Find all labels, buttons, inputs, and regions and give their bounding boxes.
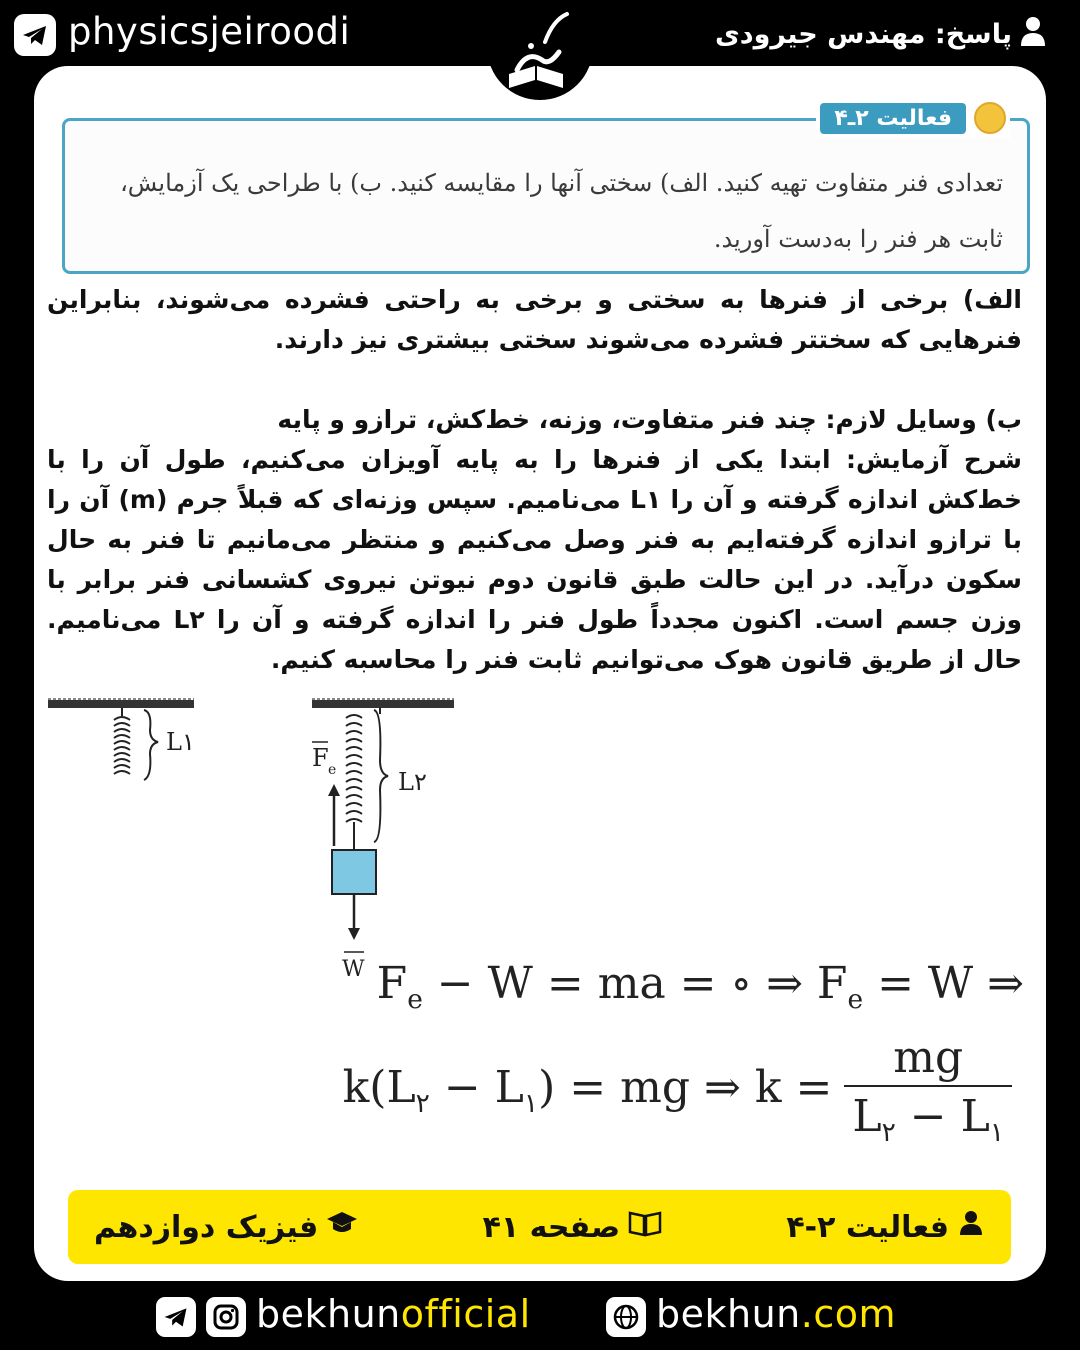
activity-label: فعالیت ۲ـ۴	[820, 103, 966, 134]
social-handle-main: bekhun	[256, 1292, 401, 1336]
website-link[interactable]	[656, 1292, 896, 1336]
eq1-fe: F	[376, 958, 408, 1009]
footer-bar	[68, 1190, 1011, 1264]
mass-block	[332, 850, 376, 894]
label-w: W	[342, 957, 365, 982]
eq2-den-sub-1: ۱	[989, 1116, 1004, 1148]
answer-part-a: الف) برخی از فنرها به سختی و برخی به راحتی فشرده می‌شوند، بنابراین فنرهایی که سختتر فشرده می‌شوند سختی بیشتری نیز دارند.	[47, 285, 1022, 354]
telegram-icon[interactable]	[156, 1297, 196, 1337]
label-fe-sub: e	[328, 762, 337, 778]
footer-course	[94, 1209, 358, 1245]
eq2-fraction	[844, 1032, 1012, 1148]
answer-text	[47, 280, 1022, 680]
author-line	[715, 16, 1046, 53]
activity-tab	[816, 98, 1010, 138]
user-icon	[1020, 16, 1046, 53]
eq2-sub-1: ۱	[523, 1087, 539, 1119]
fe-arrowhead	[328, 784, 340, 796]
social-handle-accent: official	[400, 1292, 531, 1336]
telegram-icon[interactable]	[14, 14, 56, 56]
eq1-fe2: F	[816, 958, 848, 1009]
activity-line-1: تعدادی فنر متفاوت تهیه کنید. الف) سختی آنها را مقایسه کنید. ب) با طراحی یک آزمایش،	[120, 169, 1003, 197]
eq2-mid: − L	[429, 1061, 524, 1113]
eq1-fe-sub: e	[407, 983, 423, 1015]
label-fe: F	[312, 744, 329, 772]
eq1-fe2-sub: e	[847, 983, 864, 1015]
book-icon	[628, 1209, 662, 1245]
answer-part-b-tools: ب) وسایل لازم: چند فنر متفاوت، وزنه، خط‌کش، ترازو و پایه	[277, 405, 1022, 434]
equation-1	[377, 958, 1024, 1015]
logo-mark-icon	[487, 0, 593, 100]
w-arrowhead	[348, 928, 360, 940]
spring-2	[312, 699, 454, 982]
graduation-cap-icon	[326, 1209, 358, 1245]
spring-diagram	[34, 690, 454, 990]
equation-2	[343, 1032, 1012, 1148]
activity-line-2: ثابت هر فنر را به‌دست آورید.	[713, 225, 1003, 253]
eq2-numerator: mg	[893, 1032, 964, 1083]
footer-activity	[786, 1209, 985, 1245]
footer-course-text: فیزیک دوازدهم	[94, 1209, 319, 1245]
footer-page	[483, 1209, 662, 1245]
eq1-middle: − W = ma = ∘ ⇒	[422, 958, 817, 1009]
instagram-icon[interactable]	[206, 1297, 246, 1337]
eq1-end: = W ⇒	[863, 958, 1024, 1009]
globe-icon[interactable]	[606, 1297, 646, 1337]
teacher-icon	[957, 1209, 985, 1245]
website-accent: .com	[800, 1292, 897, 1336]
eq2-sub-2: ۲	[415, 1087, 430, 1119]
eq2-den-mid: − L	[895, 1091, 990, 1142]
author-text: پاسخ: مهندس جیرودی	[715, 19, 1012, 50]
eq2-denominator	[844, 1085, 1012, 1148]
eq2-den-sub-2: ۲	[881, 1116, 896, 1148]
bekhun-logo	[487, 0, 593, 100]
website-main: bekhun	[656, 1292, 801, 1336]
answer-part-b-method: شرح آزمایش: ابتدا یکی از فنرها را به پایه آویزان می‌کنیم، طول آن را با خط‌کش اندازه گرفته و آن را L۱ می‌نامیم. سپس وزنه‌ای که قبلاً جرم (m) آن را با ترازو اندازه گرفته‌ایم به فنر وصل می‌کنیم و منتظر می‌مانیم تا فنر به حال سکون درآید. در این حالت طبق قانون دوم نیوتن نیروی کشسانی فنر برابر با وزن جسم است. اکنون مجدداً طول فنر را اندازه گرفته و آن را L۲ می‌نامیم. حال از طریق قانون هوک می‌توانیم ثابت فنر را محاسبه کنیم.	[47, 445, 1023, 674]
content-card	[34, 66, 1046, 1281]
label-l2: L۲	[398, 768, 427, 796]
footer-page-text: صفحه ۴۱	[482, 1209, 621, 1245]
activity-dot-icon	[974, 102, 1006, 134]
footer-activity-text: فعالیت ۲-۴	[786, 1209, 949, 1245]
activity-box	[62, 118, 1030, 274]
eq2-right: ) = mg ⇒ k =	[538, 1061, 833, 1113]
eq2-den-l: L	[852, 1091, 882, 1142]
bottom-bar	[0, 1286, 1080, 1350]
spring-1	[48, 699, 195, 780]
eq2-left: k(L	[342, 1061, 416, 1113]
social-handle[interactable]	[256, 1292, 531, 1336]
activity-text	[103, 155, 1003, 267]
label-l1: L۱	[166, 728, 195, 756]
telegram-handle[interactable]: physicsjeiroodi	[68, 10, 351, 53]
